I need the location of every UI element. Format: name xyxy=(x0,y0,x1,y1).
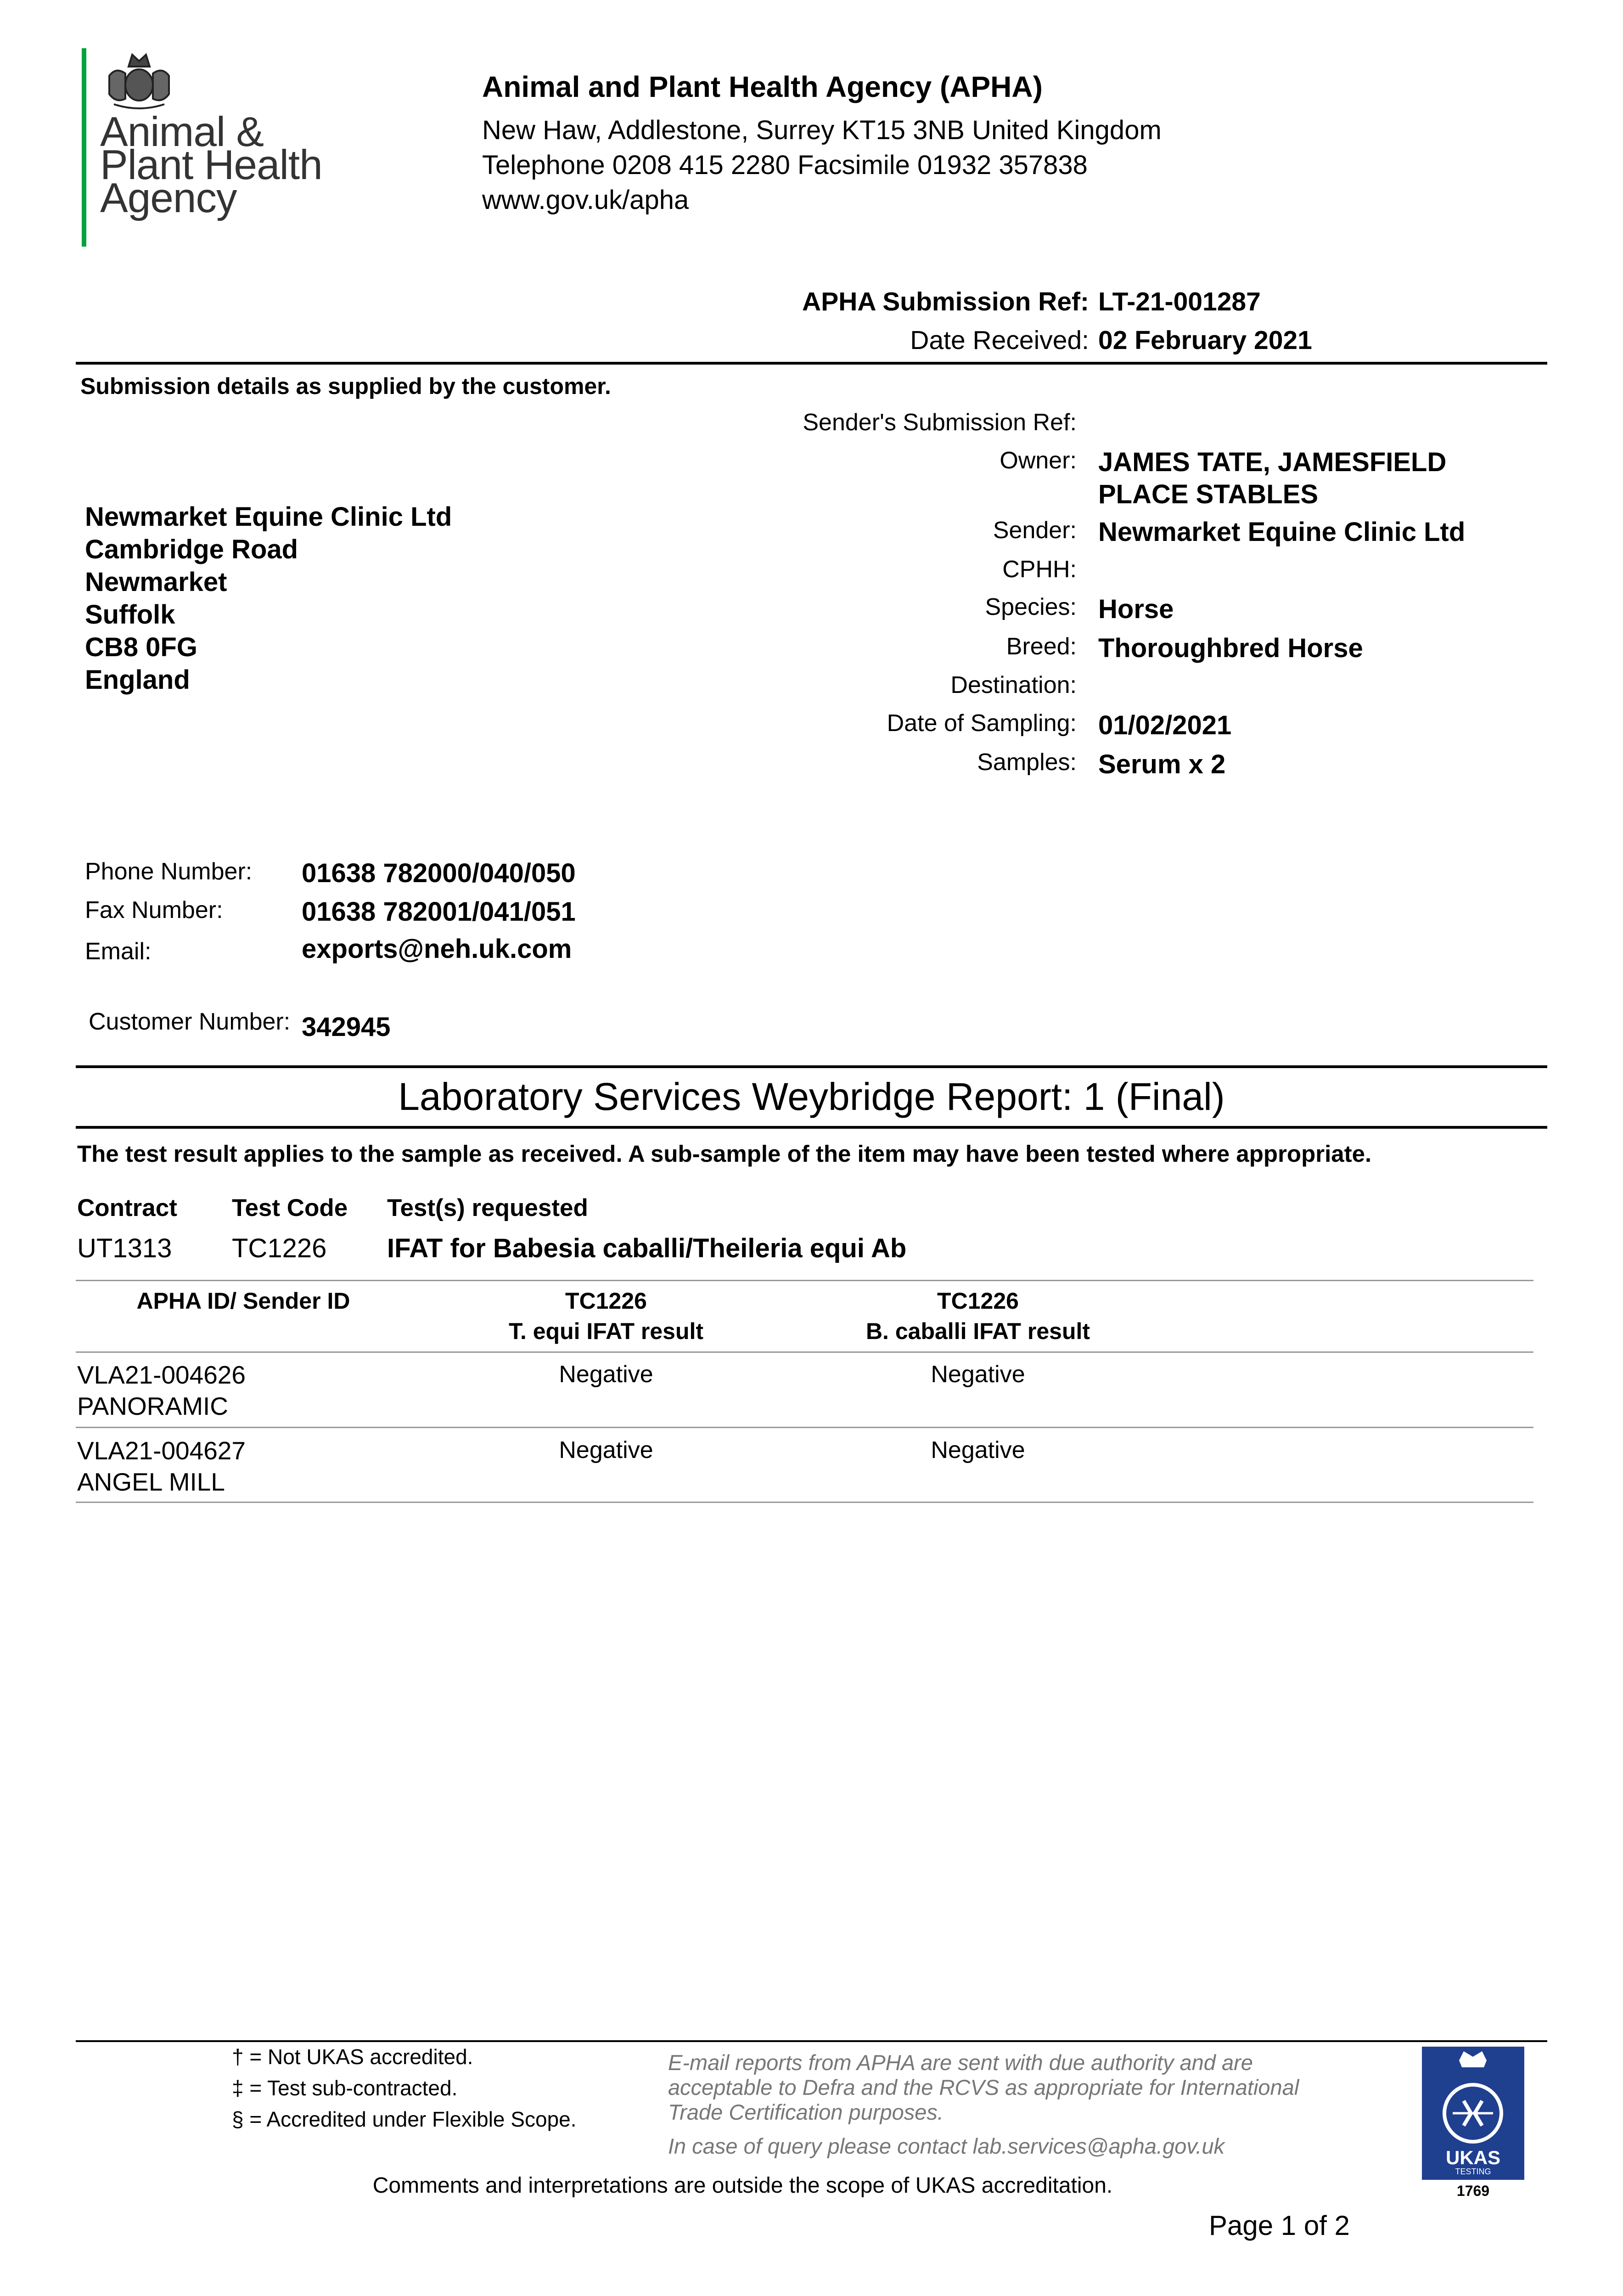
email-value[interactable]: exports@neh.uk.com xyxy=(302,934,572,964)
sender-label: Sender: xyxy=(993,517,1077,544)
sampling-date-value: 01/02/2021 xyxy=(1098,710,1232,740)
logo-line-3: Agency xyxy=(100,175,237,221)
email-label: Email: xyxy=(85,938,152,965)
logo-line-2: Plant Health xyxy=(100,142,322,188)
fax-label: Fax Number: xyxy=(85,897,223,923)
ukas-logo xyxy=(1420,2047,1527,2202)
samples-label: Samples: xyxy=(977,749,1077,776)
submission-ref-label: APHA Submission Ref: xyxy=(802,287,1089,316)
ukas-sub-text: TESTING xyxy=(1455,2167,1491,2176)
legend-item: † = Not UKAS accredited. xyxy=(232,2045,473,2069)
t-equi-test-code: TC1226 xyxy=(565,1288,647,1314)
contract-value: UT1313 xyxy=(77,1233,172,1263)
agency-logo-text xyxy=(100,109,322,221)
owner-value: JAMES TATE, JAMESFIELD PLACE STABLES xyxy=(1098,447,1447,509)
accreditation-legend xyxy=(232,2041,577,2135)
email-disclaimer xyxy=(668,2050,1299,2159)
breed-value: Thoroughbred Horse xyxy=(1098,633,1363,663)
samples-value: Serum x 2 xyxy=(1098,749,1226,779)
report-top-divider xyxy=(76,1065,1547,1068)
sampling-date-label: Date of Sampling: xyxy=(887,710,1077,737)
address-line: Suffolk xyxy=(85,600,175,630)
address-line: CB8 0FG xyxy=(85,632,197,662)
ukas-text: UKAS xyxy=(1445,2147,1500,2168)
b-caballi-test-code: TC1226 xyxy=(937,1288,1019,1314)
species-value: Horse xyxy=(1098,594,1174,624)
test-code-value: TC1226 xyxy=(232,1233,327,1263)
phone-value: 01638 782000/040/050 xyxy=(302,858,576,888)
row-divider xyxy=(76,1427,1533,1428)
b-caballi-result: Negative xyxy=(931,1437,1025,1463)
apha-id: VLA21-004626 xyxy=(77,1361,246,1389)
ukas-number: 1769 xyxy=(1456,2183,1490,2199)
logo-line-1: Animal & xyxy=(100,109,264,155)
legend-item: § = Accredited under Flexible Scope. xyxy=(232,2107,577,2131)
agency-phones: Telephone 0208 415 2280 Facsimile 01932 357838 xyxy=(482,150,1088,180)
destination-label: Destination: xyxy=(950,672,1077,698)
sender-value: Newmarket Equine Clinic Ltd xyxy=(1098,517,1466,547)
agency-website[interactable]: www.gov.uk/apha xyxy=(482,185,689,215)
legend-item: ‡ = Test sub-contracted. xyxy=(232,2076,458,2100)
report-bottom-divider xyxy=(76,1126,1547,1129)
b-caballi-result-label: B. caballi IFAT result xyxy=(865,1318,1090,1344)
species-label: Species: xyxy=(985,594,1077,620)
customer-number-value: 342945 xyxy=(302,1012,391,1042)
report-title xyxy=(0,1075,1623,1119)
breed-label: Breed: xyxy=(1006,633,1077,660)
contract-header: Contract xyxy=(77,1194,177,1221)
t-equi-result-label: T. equi IFAT result xyxy=(508,1318,704,1344)
ukas-scope-note: Comments and interpretations are outside the scope of UKAS accreditation. xyxy=(372,2173,1113,2198)
tests-requested-header: Test(s) requested xyxy=(387,1194,588,1221)
customer-address xyxy=(85,501,452,696)
royal-crest-icon xyxy=(100,48,178,110)
report-title-text: Laboratory Services Weybridge Report: 1 (Final) xyxy=(398,1075,1225,1118)
header-divider xyxy=(76,362,1547,365)
t-equi-result: Negative xyxy=(559,1361,653,1388)
address-line: England xyxy=(85,665,190,695)
sender-id: PANORAMIC xyxy=(77,1392,229,1420)
owner-label: Owner: xyxy=(1000,447,1077,474)
disclaimer-line: Trade Certification purposes. xyxy=(668,2100,943,2124)
table-row xyxy=(77,1435,246,1497)
query-contact: In case of query please contact lab.services@apha.gov.uk xyxy=(668,2134,1225,2158)
t-equi-column-header xyxy=(450,1286,762,1346)
sender-id: ANGEL MILL xyxy=(77,1468,225,1496)
test-code-header: Test Code xyxy=(232,1194,348,1221)
supplied-note: Submission details as supplied by the customer. xyxy=(80,373,611,399)
cphh-label: CPHH: xyxy=(1002,556,1077,583)
b-caballi-result: Negative xyxy=(931,1361,1025,1388)
address-line: Cambridge Road xyxy=(85,535,298,564)
results-table-top-line xyxy=(76,1280,1533,1281)
row-divider xyxy=(76,1502,1533,1503)
b-caballi-column-header xyxy=(822,1286,1134,1346)
table-row xyxy=(77,1359,246,1422)
date-received-value: 02 February 2021 xyxy=(1098,326,1312,355)
fax-value: 01638 782001/041/051 xyxy=(302,897,576,927)
ukas-crown-icon xyxy=(1420,2047,1527,2202)
phone-label: Phone Number: xyxy=(85,858,253,885)
logo-accent-bar xyxy=(82,48,86,247)
submission-ref-value: LT-21-001287 xyxy=(1098,287,1261,316)
t-equi-result: Negative xyxy=(559,1437,653,1463)
disclaimer-line: E-mail reports from APHA are sent with due authority and are xyxy=(668,2050,1253,2075)
results-header-line xyxy=(76,1351,1533,1353)
apha-id: VLA21-004627 xyxy=(77,1436,246,1465)
sender-ref-label: Sender's Submission Ref: xyxy=(803,409,1077,436)
date-received-label: Date Received: xyxy=(910,326,1089,355)
id-column-header: APHA ID/ Sender ID xyxy=(136,1288,350,1314)
agency-address: New Haw, Addlestone, Surrey KT15 3NB United Kingdom xyxy=(482,115,1162,145)
tests-requested-value: IFAT for Babesia caballi/Theileria equi Ab xyxy=(387,1233,907,1263)
customer-number-label: Customer Number: xyxy=(89,1008,291,1035)
disclaimer-line: acceptable to Defra and the RCVS as appropriate for International xyxy=(668,2075,1299,2099)
page-number: Page 1 of 2 xyxy=(1209,2210,1350,2241)
agency-name: Animal and Plant Health Agency (APHA) xyxy=(482,70,1043,103)
applies-note: The test result applies to the sample as received. A sub-sample of the item may have been tested where appropriate. xyxy=(77,1141,1372,1167)
address-line: Newmarket Equine Clinic Ltd xyxy=(85,502,452,532)
address-line: Newmarket xyxy=(85,567,227,597)
